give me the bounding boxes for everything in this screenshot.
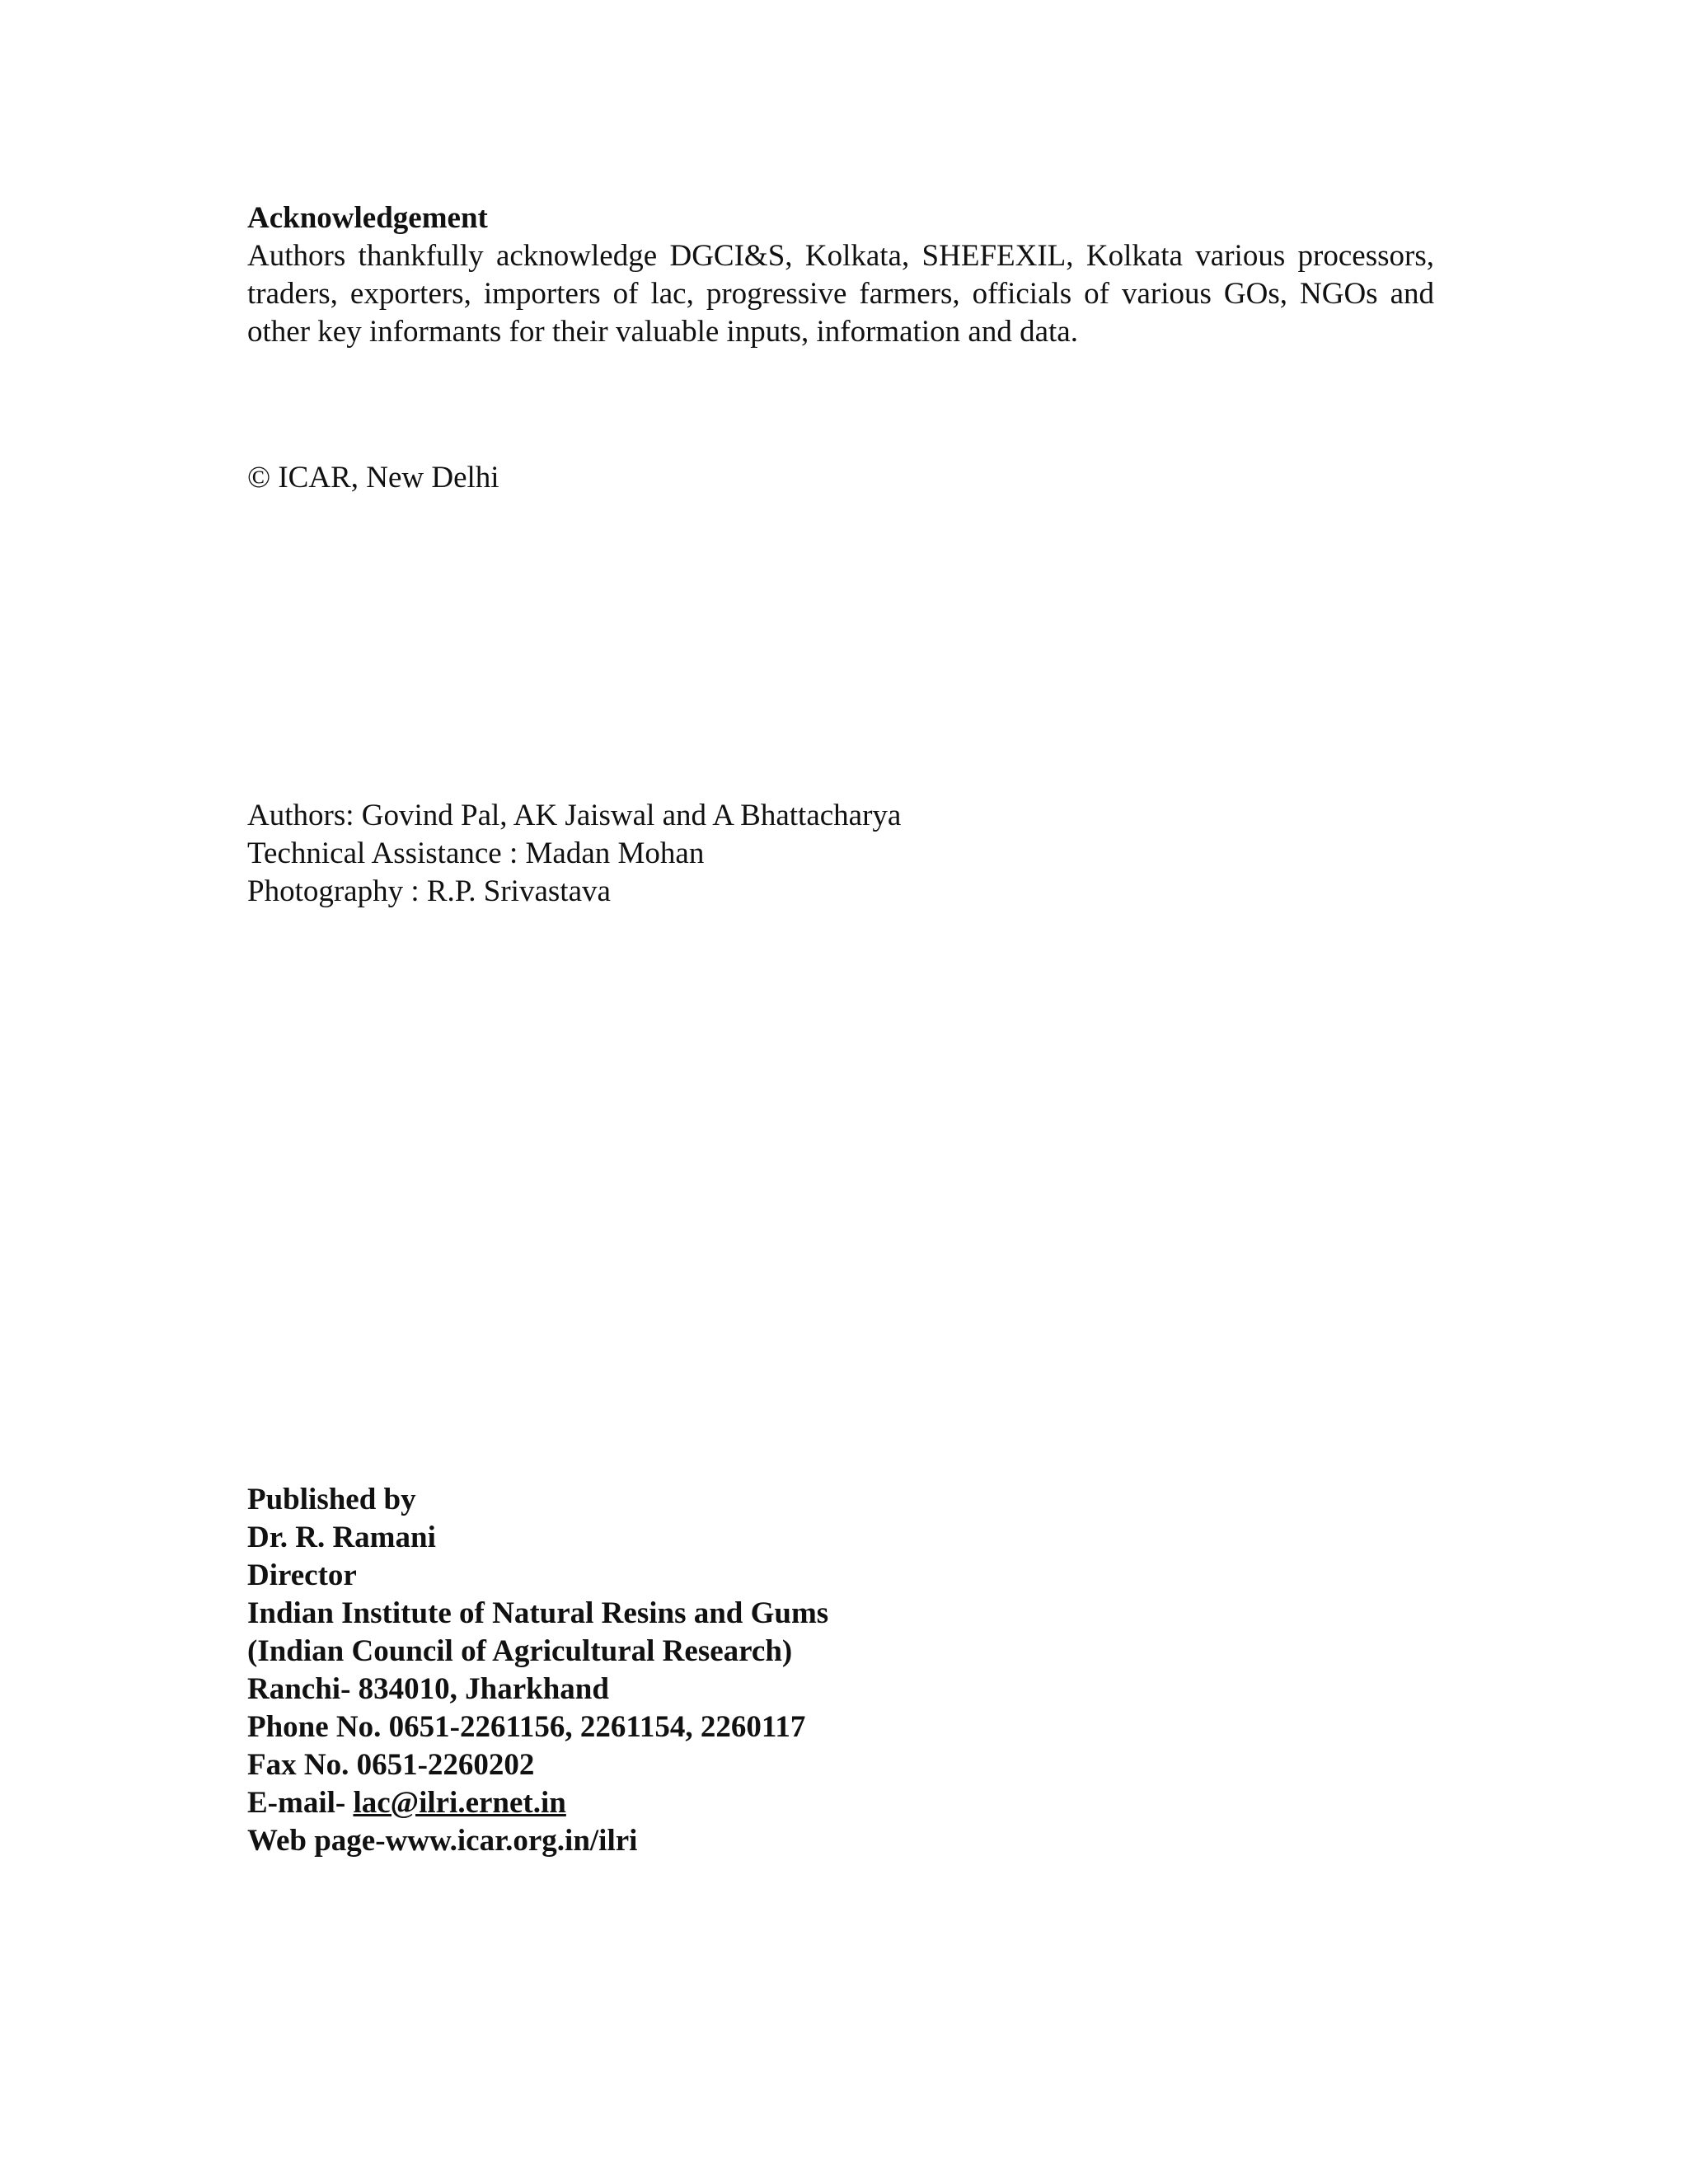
publisher-address: Ranchi- 834010, Jharkhand — [247, 1672, 609, 1706]
publisher-designation: Director — [247, 1558, 357, 1592]
credits-section — [247, 797, 1434, 911]
technical-assistance-line: Technical Assistance : Madan Mohan — [247, 837, 705, 870]
publisher-email-line — [247, 1784, 1434, 1822]
photography-line: Photography : R.P. Srivastava — [247, 874, 611, 908]
published-by-heading: Published by — [247, 1483, 416, 1516]
publisher-section — [247, 1481, 1434, 1860]
publisher-council: (Indian Council of Agricultural Research) — [247, 1634, 793, 1668]
copyright-section — [247, 459, 1434, 497]
publisher-phone: Phone No. 0651-2261156, 2261154, 2260117 — [247, 1710, 806, 1744]
email-label: E-mail- — [247, 1786, 354, 1820]
acknowledgement-heading: Acknowledgement — [247, 201, 488, 235]
publisher-name: Dr. R. Ramani — [247, 1521, 436, 1554]
email-link[interactable]: lac@ilri.ernet.in — [353, 1786, 566, 1820]
authors-line: Authors: Govind Pal, AK Jaiswal and A Bhattacharya — [247, 799, 902, 832]
publisher-institute: Indian Institute of Natural Resins and Gums — [247, 1596, 829, 1630]
acknowledgement-body: Authors thankfully acknowledge DGCI&S, Kolkata, SHEFEXIL, Kolkata various processors, traders, exporters, importers of lac, progressive farmers, officials of various GOs, NGOs and other key informants for their valuable inputs, information and data. — [247, 239, 1434, 349]
acknowledgement-section — [247, 199, 1434, 351]
copyright-notice: © ICAR, New Delhi — [247, 461, 499, 494]
publisher-fax: Fax No. 0651-2260202 — [247, 1748, 535, 1782]
publisher-web: Web page-www.icar.org.in/ilri — [247, 1824, 638, 1858]
